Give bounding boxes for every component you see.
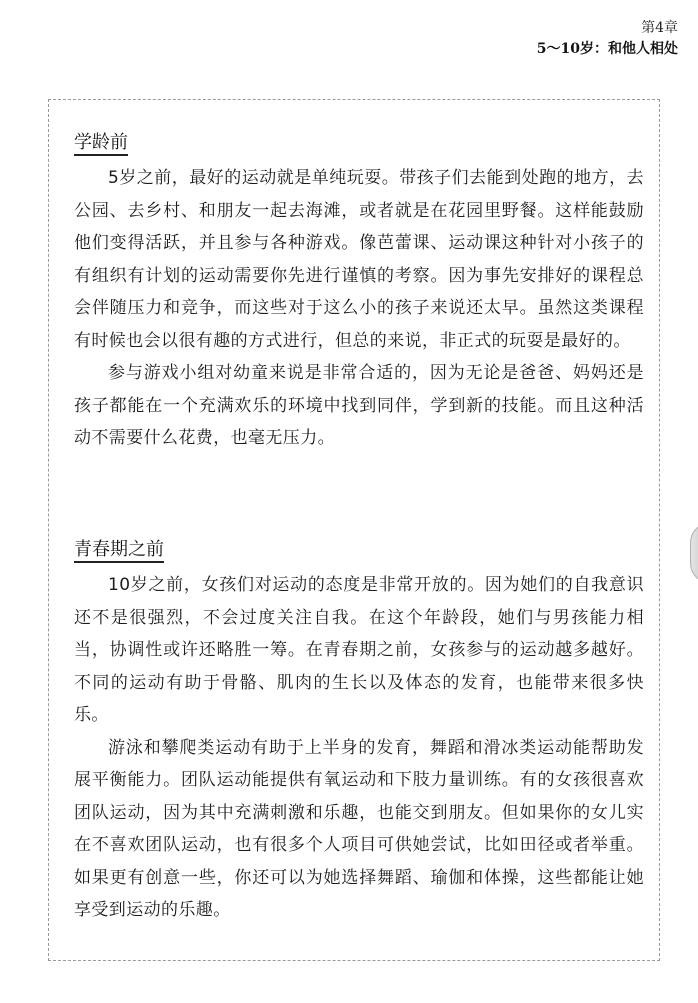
paragraph: 5岁之前，最好的运动就是单纯玩耍。带孩子们去能到处跑的地方，去公园、去乡村、和朋友一起去海滩，或者就是在花园里野餐。这样能鼓励他们变得活跃，并且参与各种游戏。像芭蕾课、运动课这种针对小孩子的有组织有计划的运动需要你先进行谨慎的考察。因为事先安排好的课程总会伴随压力和竞争，而这些对于这么小的孩子来说还太早。虽然这类课程有时候也会以很有趣的方式进行，但总的来说，非正式的玩耍是最好的。 — [74, 168, 644, 351]
section-pre-adolescence — [74, 537, 644, 927]
running-head — [537, 18, 678, 60]
section-heading — [74, 130, 644, 156]
chapter-number: 第4章 — [641, 20, 678, 36]
section-heading-text: 学龄前 — [74, 132, 128, 156]
paragraph: 参与游戏小组对幼童来说是非常合适的，因为无论是爸爸、妈妈还是孩子都能在一个充满欢乐的环境中找到同伴，学到新的技能。而且这种活动不需要什么花费，也毫无压力。 — [74, 363, 644, 448]
section-heading — [74, 537, 644, 563]
section-heading-text: 青春期之前 — [74, 539, 164, 563]
paragraph: 游泳和攀爬类运动有助于上半身的发育，舞蹈和滑冰类运动能帮助发展平衡能力。团队运动能提供有氧运动和下肢力量训练。有的女孩很喜欢团队运动，因为其中充满刺激和乐趣，也能交到朋友。但如果你的女儿实在不喜欢团队运动，也有很多个人项目可供她尝试，比如田径或者举重。如果更有创意一些，你还可以为她选择舞蹈、瑜伽和体操，这些都能让她享受到运动的乐趣。 — [74, 737, 644, 920]
chapter-title: 5～10岁：和他人相处 — [536, 41, 678, 57]
page-edge-tab — [690, 522, 698, 584]
section-preschool — [74, 130, 644, 455]
paragraph: 10岁之前，女孩们对运动的态度是非常开放的。因为她们的自我意识还不是很强烈，不会过度关注自我。在这个年龄段，她们与男孩能力相当，协调性或许还略胜一筹。在青春期之前，女孩参与的运动越多越好。不同的运动有助于骨骼、肌肉的生长以及体态的发育，也能带来很多快乐。 — [74, 575, 644, 725]
